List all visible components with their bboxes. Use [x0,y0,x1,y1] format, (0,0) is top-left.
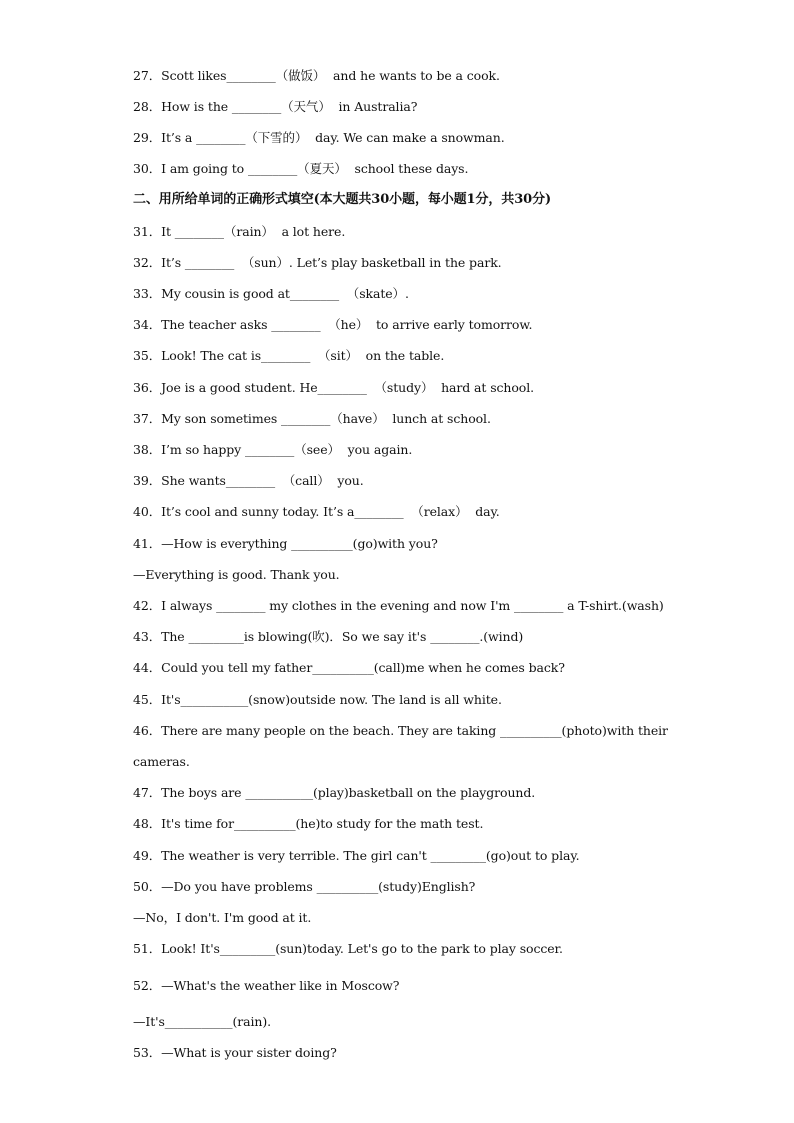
question-47: 47．The boys are ___________(play)basketball on the playground. [133,785,536,800]
section-heading: 二、用所给单词的正确形式填空(本大题共30小题，每小题1分，共30分) [133,192,552,207]
question-39: 39．She wants________ （call） you. [133,473,364,488]
question-49: 49．The weather is very terrible. The girl can't _________(go)out to play. [133,848,580,863]
question-44: 44．Could you tell my father__________(call)me when he comes back? [133,660,565,675]
question-33: 33．My cousin is good at________ （skate）. [133,286,409,301]
question-45: 45．It's___________(snow)outside now. The land is all white. [133,692,502,707]
question-53: 53．—What is your sister doing? [133,1045,337,1060]
question-28: 28．How is the ________（天气） in Australia? [133,99,418,114]
answer-41: —Everything is good. Thank you. [133,567,340,582]
question-35: 35．Look! The cat is________ （sit） on the table. [133,348,445,363]
question-46: 46．There are many people on the beach. They are taking __________(photo)with their [133,723,668,738]
question-40: 40．It’s cool and sunny today. It’s a________ （relax） day. [133,504,500,519]
question-41: 41．—How is everything __________(go)with you? [133,536,438,551]
question-37: 37．My son sometimes ________（have） lunch at school. [133,411,491,426]
question-52: 52．—What's the weather like in Moscow? [133,978,400,993]
question-34: 34．The teacher asks ________ （he） to arrive early tomorrow. [133,317,533,332]
question-48: 48．It's time for__________(he)to study for the math test. [133,816,484,831]
answer-52: —It's___________(rain). [133,1014,271,1029]
question-38: 38．I’m so happy ________（see） you again. [133,442,413,457]
question-50: 50．—Do you have problems __________(study)English? [133,879,476,894]
question-30: 30．I am going to ________（夏天） school these days. [133,161,469,176]
question-32: 32．It’s ________ （sun）. Let’s play basketball in the park. [133,255,502,270]
question-42: 42．I always ________ my clothes in the evening and now I'm ________ a T-shirt.(wash) [133,598,664,613]
question-51: 51．Look! It's_________(sun)today. Let's go to the park to play soccer. [133,941,563,956]
question-36: 36．Joe is a good student. He________ （study） hard at school. [133,380,534,395]
question-29: 29．It’s a ________（下雪的） day. We can make a snowman. [133,130,505,145]
question-43: 43．The _________is blowing(吹)．So we say it's ________.(wind) [133,629,524,644]
question-31: 31．It ________（rain） a lot here. [133,224,346,239]
answer-50: —No，I don't. I'm good at it. [133,910,312,925]
question-27: 27．Scott likes________（做饭） and he wants to be a cook. [133,68,500,83]
question-46-continued: cameras. [133,754,190,769]
